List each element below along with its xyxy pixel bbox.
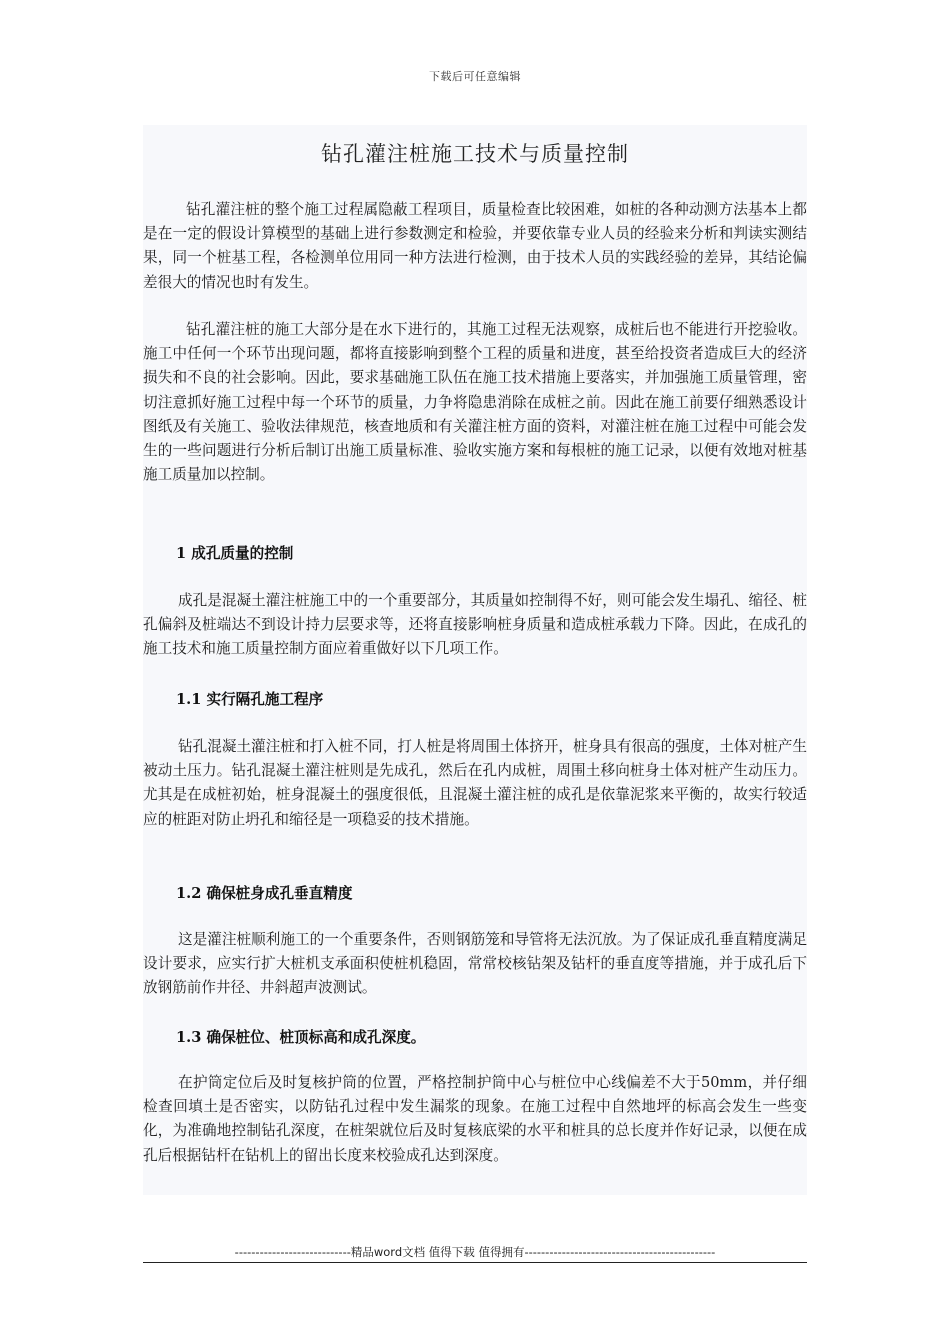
section-heading-1-2: 1.2 确保桩身成孔垂直精度 bbox=[176, 885, 353, 902]
paragraph-underwater-construction: 钻孔灌注桩的施工大部分是在水下进行的，其施工过程无法观察，成桩后也不能进行开挖验收。施工中任何一个环节出现问题，都将直接影响到整个工程的质量和进度，甚至给投资者造成巨大的经济损失和不良的社会影响。因此，要求基础施工队伍在施工技术措施上要落实，并加强施工质量管理，密切注意抓好施工过程中每一个环节的质量，力争将隐患消除在成桩之前。因此在施工前要仔细熟悉设计图纸及有关施工、验收法律规范，核查地质和有关灌注桩方面的资料，对灌注桩在施工过程中可能会发生的一些问题进行分析后制订出施工质量标准、验收实施方案和每根桩的施工记录，以便有效地对桩基施工质量加以控制。 bbox=[143, 321, 807, 484]
section-heading-1-1: 1.1 实行隔孔施工程序 bbox=[176, 691, 324, 708]
paragraph-alternate-holes: 钻孔混凝土灌注桩和打入桩不同，打人桩是将周围土体挤开，桩身具有很高的强度，土体对桩产生被动土压力。钻孔混凝土灌注桩则是先成孔，然后在孔内成桩，周围土移向桩身土体对桩产生动压力。尤其是在成桩初始，桩身混凝土的强度很低，且混凝土灌注桩的成孔是依靠泥浆来平衡的，故实行较适应的桩距对防止坍孔和缩径是一项稳妥的技术措施。 bbox=[143, 738, 807, 828]
footer-divider bbox=[143, 1262, 807, 1263]
paragraph-pile-position: 在护筒定位后及时复核护筒的位置，严格控制护筒中心与桩位中心线偏差不大于50mm，并仔细检查回填土是否密实，以防钻孔过程中发生漏浆的现象。在施工过程中自然地坪的标高会发生一些变化，为准确地控制钻孔深度，在桩架就位后及时复核底梁的水平和桩具的总长度并作好记录，以便在成孔后根据钻杆在钻机上的留出长度来校验成孔达到深度。 bbox=[143, 1074, 807, 1164]
section-heading-1: 1 成孔质量的控制 bbox=[176, 545, 294, 562]
footer-text: ----------------------------精品word文档 值得下载 值得拥有---------------------------------------------- bbox=[234, 1245, 716, 1259]
paragraph-intro: 钻孔灌注桩的整个施工过程属隐蔽工程项目，质量检查比较困难，如桩的各种动测方法基本上都是在一定的假设计算模型的基础上进行参数测定和检验，并要依靠专业人员的经验来分析和判读实测结果，同一个桩基工程，各检测单位用同一种方法进行检测，由于技术人员的实践经验的差异，其结论偏差很大的情况也时有发生。 bbox=[143, 201, 807, 291]
header-note: 下载后可任意编辑 bbox=[429, 70, 521, 83]
paragraph-hole-quality: 成孔是混凝土灌注桩施工中的一个重要部分，其质量如控制得不好，则可能会发生塌孔、缩径、桩孔偏斜及桩端达不到设计持力层要求等，还将直接影响桩身质量和造成桩承载力下降。因此，在成孔的施工技术和施工质量控制方面应着重做好以下几项工作。 bbox=[143, 592, 807, 658]
document-title: 钻孔灌注桩施工技术与质量控制 bbox=[321, 142, 629, 166]
paragraph-verticality: 这是灌注桩顺利施工的一个重要条件，否则钢筋笼和导管将无法沉放。为了保证成孔垂直精度满足设计要求，应实行扩大桩机支承面积使桩机稳固，常常校核钻架及钻杆的垂直度等措施，并于成孔后下放钢筋前作井径、井斜超声波测试。 bbox=[143, 931, 807, 997]
section-heading-1-3: 1.3 确保桩位、桩顶标高和成孔深度。 bbox=[176, 1029, 426, 1046]
